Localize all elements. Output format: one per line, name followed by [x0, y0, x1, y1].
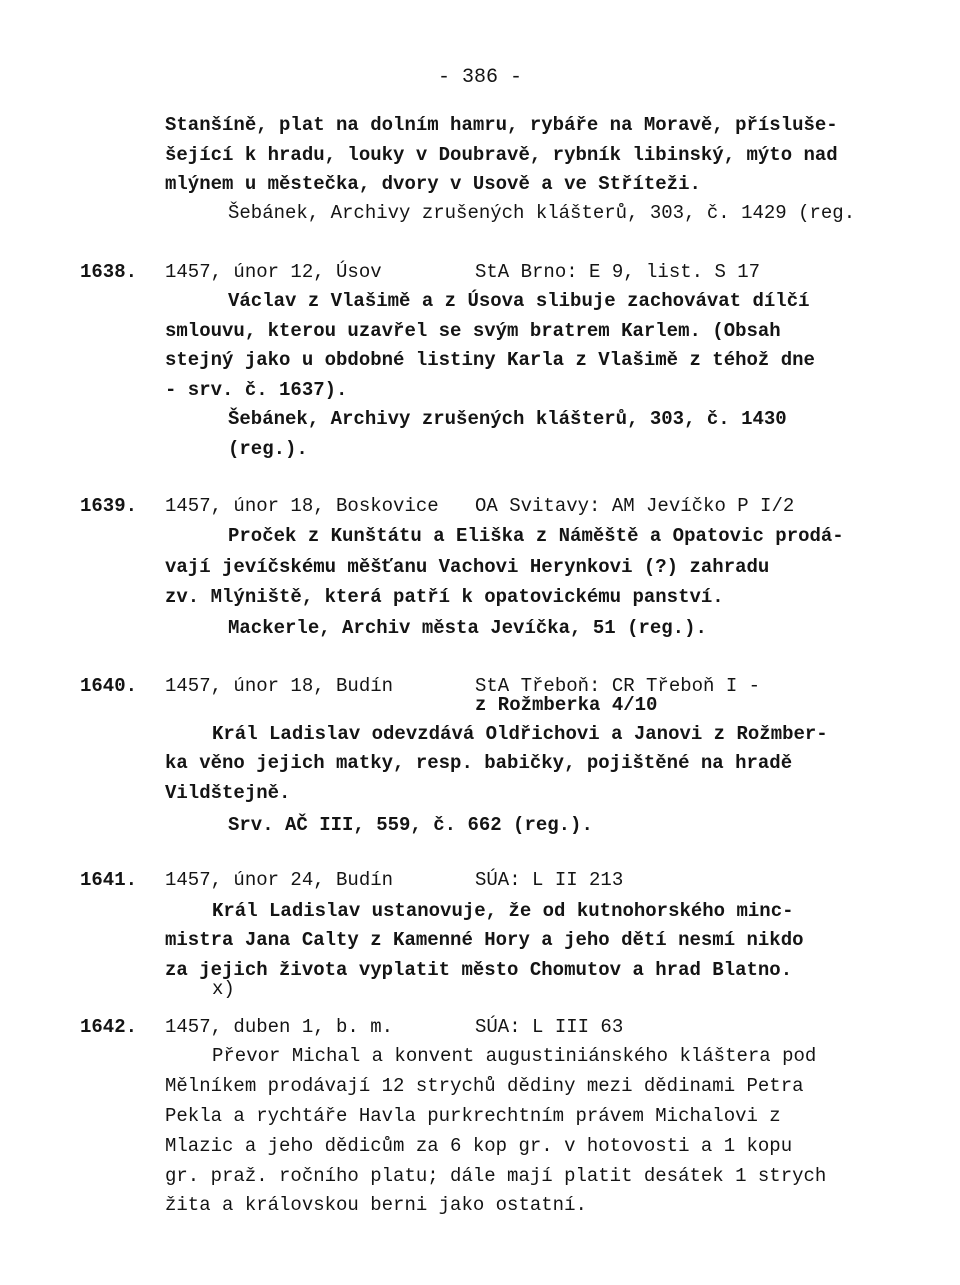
entry-footnote-mark: x)	[212, 978, 235, 1000]
entry-citation-line: Srv. AČ III, 559, č. 662 (reg.).	[228, 814, 593, 836]
entry-text-line: mistra Jana Calty z Kamenné Hory a jeho dětí nesmí nikdo	[165, 929, 804, 951]
intro-line: mlýnem u městečka, dvory v Usově a ve Stříteži.	[165, 173, 701, 195]
entry-text-line: ka věno jejich matky, resp. babičky, pojištěné na hradě	[165, 752, 793, 774]
entry-citation-line: (reg.).	[228, 438, 308, 460]
entry-date-place: 1457, únor 24, Budín	[165, 869, 394, 891]
entry-number: 1639.	[80, 495, 138, 517]
entry-text-line: žita a královskou berni jako ostatní.	[165, 1194, 587, 1216]
entry-date-place: 1457, duben 1, b. m.	[165, 1016, 394, 1038]
entry-citation-line: Šebánek, Archivy zrušených klášterů, 303, č. 1430	[228, 408, 787, 430]
entry-number: 1642.	[80, 1016, 138, 1038]
entry-text-line: Mlazic a jeho dědicům za 6 kop gr. v hotovosti a 1 kopu	[165, 1135, 793, 1157]
intro-line: Stanšíně, plat na dolním hamru, rybáře na Moravě, přísluše-	[165, 114, 838, 136]
entry-text-line: vají jevíčskému měšťanu Vachovi Herynkovi (?) zahradu	[165, 556, 770, 578]
entry-archive-line2: z Rožmberka 4/10	[475, 694, 658, 716]
entry-archive: SÚA: L III 63	[475, 1016, 624, 1038]
entry-date-place: 1457, únor 18, Boskovice	[165, 495, 439, 517]
entry-text-line: Mělníkem prodávají 12 strychů dědiny mezi dědinami Petra	[165, 1075, 804, 1097]
entry-number: 1641.	[80, 869, 138, 891]
entry-text-line: Vildštejně.	[165, 782, 291, 804]
intro-citation: Šebánek, Archivy zrušených klášterů, 303, č. 1429 (reg.	[228, 202, 856, 224]
entry-text-line: Převor Michal a konvent augustiniánského kláštera pod	[212, 1045, 817, 1067]
page-number: - 386 -	[437, 66, 522, 89]
entry-text-line: stejný jako u obdobné listiny Karla z Vlašimě z téhož dne	[165, 349, 815, 371]
entry-text-line: Pekla a rychtáře Havla purkrechtním právem Michalovi z	[165, 1105, 781, 1127]
entry-text-line: gr. praž. ročního platu; dále mají platit desátek 1 strych	[165, 1165, 827, 1187]
entry-archive: StA Třeboň: CR Třeboň I -	[475, 675, 761, 697]
entry-text-line: za jejich života vyplatit město Chomutov a hrad Blatno.	[165, 959, 793, 981]
entry-text-line: Václav z Vlašimě a z Úsova slibuje zachovávat dílčí	[228, 290, 810, 312]
entry-text-line: zv. Mlýniště, která patří k opatovickému panství.	[165, 586, 724, 608]
entry-number: 1640.	[80, 675, 138, 697]
entry-archive: OA Svitavy: AM Jevíčko P I/2	[475, 495, 795, 517]
entry-text-line: Proček z Kunštátu a Eliška z Náměště a Opatovic prodá-	[228, 525, 844, 547]
entry-text-line: - srv. č. 1637).	[165, 379, 348, 401]
entry-date-place: 1457, únor 18, Budín	[165, 675, 394, 697]
entry-number: 1638.	[80, 261, 138, 283]
entry-archive: SÚA: L II 213	[475, 869, 624, 891]
entry-archive: StA Brno: E 9, list. S 17	[475, 261, 761, 283]
intro-line: šející k hradu, louky v Doubravě, rybník libinský, mýto nad	[165, 144, 838, 166]
entry-text-line: smlouvu, kterou uzavřel se svým bratrem Karlem. (Obsah	[165, 320, 781, 342]
entry-text-line: Král Ladislav odevzdává Oldřichovi a Janovi z Rožmber-	[212, 723, 828, 745]
entry-date-place: 1457, únor 12, Úsov	[165, 261, 382, 283]
entry-citation-line: Mackerle, Archiv města Jevíčka, 51 (reg.).	[228, 617, 707, 639]
entry-text-line: Král Ladislav ustanovuje, že od kutnohorského minc-	[212, 900, 794, 922]
